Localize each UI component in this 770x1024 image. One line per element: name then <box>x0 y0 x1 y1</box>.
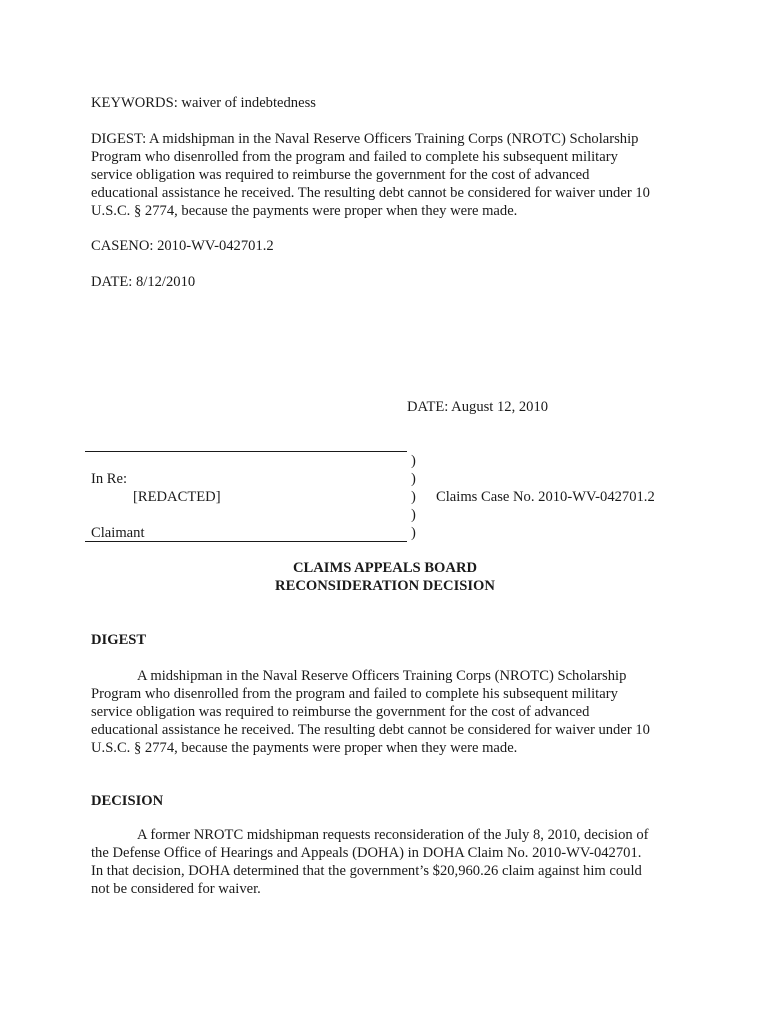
header-digest-line: service obligation was required to reimburse the government for the cost of advanced <box>91 167 590 183</box>
header-digest-line: U.S.C. § 2774, because the payments were proper when they were made. <box>91 203 518 219</box>
caption-top-rule <box>85 451 407 452</box>
board-title: CLAIMS APPEALS BOARD <box>292 560 478 576</box>
header-digest-line: educational assistance he received. The resulting debt cannot be considered for waiver under 10 <box>91 185 650 201</box>
decision-heading: DECISION <box>91 793 164 809</box>
decision-line: the Defense Office of Hearings and Appeals (DOHA) in DOHA Claim No. 2010-WV-042701. <box>91 845 642 861</box>
header-digest-line: Program who disenrolled from the program and failed to complete his subsequent military <box>91 149 618 165</box>
paren: ) <box>411 525 416 541</box>
decision-date: DATE: August 12, 2010 <box>407 399 549 415</box>
caption-parentheses <box>411 452 416 542</box>
digest-line: educational assistance he received. The resulting debt cannot be considered for waiver under 10 <box>91 722 650 738</box>
digest-line: A midshipman in the Naval Reserve Officers Training Corps (NROTC) Scholarship <box>137 668 627 684</box>
claimant-label: Claimant <box>91 525 145 541</box>
header-date-line: DATE: 8/12/2010 <box>91 274 196 290</box>
claims-case-number: Claims Case No. 2010-WV-042701.2 <box>436 489 655 505</box>
caseno-line: CASENO: 2010-WV-042701.2 <box>91 238 274 254</box>
paren: ) <box>411 489 416 505</box>
header-digest-line: DIGEST: A midshipman in the Naval Reserve Officers Training Corps (NROTC) Scholarship <box>91 131 639 147</box>
digest-line: service obligation was required to reimburse the government for the cost of advanced <box>91 704 590 720</box>
paren: ) <box>411 507 416 523</box>
decision-body <box>91 826 691 898</box>
digest-line: U.S.C. § 2774, because the payments were proper when they were made. <box>91 740 518 756</box>
decision-line: A former NROTC midshipman requests reconsideration of the July 8, 2010, decision of <box>137 827 649 843</box>
claimant-name: [REDACTED] <box>133 489 221 505</box>
caption-bottom-rule <box>85 541 407 542</box>
paren: ) <box>411 471 416 487</box>
paren: ) <box>411 453 416 469</box>
digest-body <box>91 667 691 757</box>
digest-line: Program who disenrolled from the program and failed to complete his subsequent military <box>91 686 618 702</box>
decision-line: In that decision, DOHA determined that the government’s $20,960.26 claim against him could <box>91 863 642 879</box>
in-re-label: In Re: <box>91 471 128 487</box>
decision-title: RECONSIDERATION DECISION <box>275 578 495 594</box>
digest-heading: DIGEST <box>91 632 147 648</box>
keywords-line: KEYWORDS: waiver of indebtedness <box>91 95 316 111</box>
header-digest <box>91 130 691 220</box>
decision-line: not be considered for waiver. <box>91 881 261 897</box>
